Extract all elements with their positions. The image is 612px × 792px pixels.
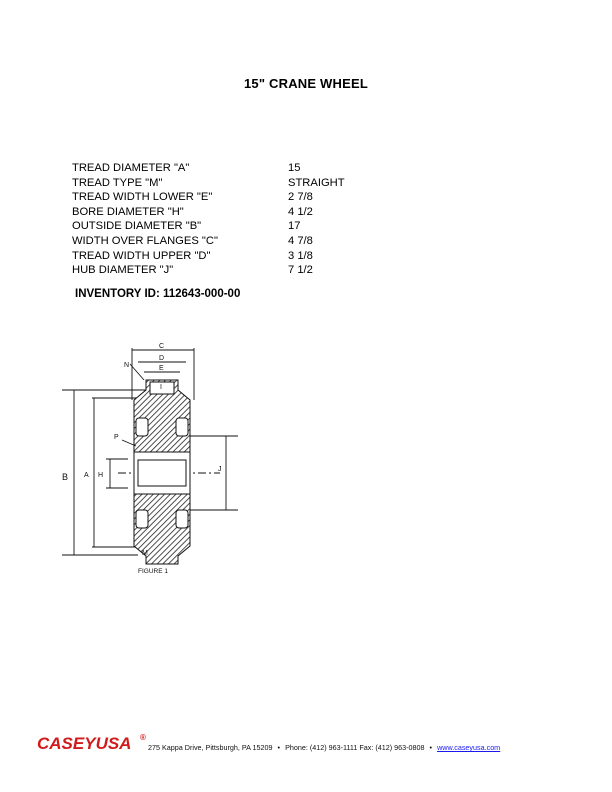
- dim-label-d: D: [159, 355, 165, 362]
- spec-row: [72, 219, 392, 234]
- registered-mark: ®: [140, 733, 146, 742]
- inventory-id: INVENTORY ID: 112643-000-00: [75, 288, 241, 300]
- dim-label-j: J: [218, 466, 222, 473]
- spec-value: 4 7/8: [288, 234, 313, 247]
- spec-value: 7 1/2: [288, 264, 313, 277]
- spec-row: [72, 161, 392, 176]
- caseyusa-logo: [36, 731, 148, 753]
- dim-label-m: M: [142, 550, 148, 557]
- footer-separator: •: [429, 743, 433, 752]
- spec-value: 15: [288, 162, 301, 174]
- dim-label-b: B: [62, 472, 69, 482]
- spec-table: [72, 161, 392, 278]
- spec-value: 2 7/8: [288, 191, 313, 204]
- spec-label: OUTSIDE DIAMETER "B": [72, 220, 202, 233]
- spec-label: TREAD DIAMETER "A": [72, 162, 190, 174]
- dim-label-n: N: [124, 362, 130, 369]
- footer-address: 275 Kappa Drive, Pittsburgh, PA 15209: [148, 743, 273, 752]
- figure-caption: FIGURE 1: [138, 568, 168, 575]
- spec-value: 17: [288, 220, 301, 233]
- spec-value: 4 1/2: [288, 205, 313, 218]
- website-link[interactable]: www.caseyusa.com: [437, 743, 501, 752]
- footer-fax: Fax: (412) 963-0808: [359, 743, 425, 752]
- footer-phone: Phone: (412) 963-1111: [285, 743, 358, 752]
- dim-label-e: E: [159, 365, 164, 372]
- dim-label-a: A: [84, 472, 89, 479]
- footer-separator: •: [277, 743, 281, 752]
- spec-label: TREAD WIDTH UPPER "D": [72, 249, 211, 262]
- spec-label: TREAD TYPE "M": [72, 176, 163, 189]
- dim-label-i: I: [160, 384, 162, 391]
- spec-value: 3 1/8: [288, 249, 313, 262]
- footer-contact: [148, 743, 500, 752]
- spec-row: [72, 249, 392, 264]
- crane-wheel-drawing: [58, 340, 248, 580]
- spec-label: TREAD WIDTH LOWER "E": [72, 191, 213, 204]
- spec-value: STRAIGHT: [288, 176, 345, 189]
- spec-row: [72, 176, 392, 191]
- spec-label: HUB DIAMETER "J": [72, 264, 174, 277]
- spec-label: BORE DIAMETER "H": [72, 205, 184, 218]
- logo-text: CASEYUSA: [37, 734, 132, 753]
- spec-row: [72, 234, 392, 249]
- dim-label-c: C: [159, 343, 165, 350]
- dim-label-p: P: [114, 434, 119, 441]
- spec-row: [72, 263, 392, 278]
- spec-row: [72, 190, 392, 205]
- spec-label: WIDTH OVER FLANGES "C": [72, 234, 218, 247]
- dim-label-h: H: [98, 472, 104, 479]
- footer: [36, 731, 576, 757]
- page-title: 15" CRANE WHEEL: [243, 76, 368, 91]
- spec-row: [72, 205, 392, 220]
